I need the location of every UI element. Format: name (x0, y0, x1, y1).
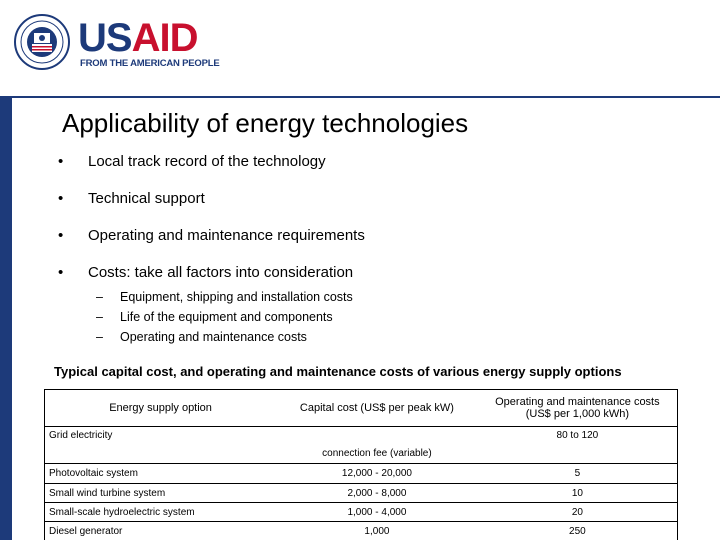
sub-bullet-text: Equipment, shipping and installation costs (120, 290, 353, 304)
option-cell: Grid electricity (45, 427, 277, 464)
header-option-cell: Energy supply option (45, 390, 277, 427)
header-om-cost-cell: Operating and maintenance costs (US$ per 1,000 kWh) (478, 390, 678, 427)
bullet-item (58, 152, 678, 189)
wordmark-us: US (78, 16, 132, 60)
table-row (45, 484, 678, 503)
sub-bullet-marker: – (96, 310, 103, 324)
logo-tagline: FROM THE AMERICAN PEOPLE (80, 58, 220, 69)
sub-bullet-marker: – (96, 330, 103, 344)
capital-cost-cell: connection fee (variable) (276, 427, 478, 464)
bullet-marker: • (58, 227, 64, 244)
usaid-wordmark (78, 18, 197, 58)
table-header-row (45, 390, 678, 427)
capital-cost-cell: 12,000 - 20,000 (276, 464, 478, 484)
sub-bullet-marker: – (96, 290, 103, 304)
table-row (45, 503, 678, 522)
bullet-marker: • (58, 264, 64, 281)
header-capital-cost-cell: Capital cost (US$ per peak kW) (276, 390, 478, 427)
bullet-text: Technical support (88, 190, 205, 207)
usaid-seal-icon (14, 14, 70, 70)
usaid-logo (14, 14, 220, 70)
table-row (45, 427, 678, 464)
left-accent-bar (0, 96, 12, 540)
bullet-text: Operating and maintenance requirements (88, 227, 365, 244)
bullet-list (58, 152, 678, 300)
bullet-marker: • (58, 153, 64, 170)
om-cost-cell: 250 (478, 522, 678, 540)
cost-table (44, 389, 678, 540)
slide-title: Applicability of energy technologies (62, 108, 469, 138)
om-cost-cell: 80 to 120 (478, 427, 678, 464)
om-cost-cell: 10 (478, 484, 678, 503)
option-cell: Photovoltaic system (45, 464, 277, 484)
capital-cost-cell: 1,000 (276, 522, 478, 540)
bullet-text: Local track record of the technology (88, 153, 326, 170)
bullet-item (58, 226, 678, 263)
wordmark-aid: AID (131, 16, 198, 60)
om-cost-cell: 5 (478, 464, 678, 484)
table-title: Typical capital cost, and operating and maintenance costs of various energy supply options (54, 364, 622, 379)
capital-cost-cell: 1,000 - 4,000 (276, 503, 478, 522)
table-row (45, 464, 678, 484)
sub-bullet-text: Operating and maintenance costs (120, 330, 307, 344)
bullet-marker: • (58, 190, 64, 207)
option-cell: Small-scale hydroelectric system (45, 503, 277, 522)
header-divider (0, 96, 720, 98)
sub-bullet-text: Life of the equipment and components (120, 310, 333, 324)
om-cost-cell: 20 (478, 503, 678, 522)
bullet-text: Costs: take all factors into consideration (88, 264, 354, 281)
option-cell: Diesel generator (45, 522, 277, 540)
option-cell: Small wind turbine system (45, 484, 277, 503)
bullet-item (58, 189, 678, 226)
capital-cost-cell: 2,000 - 8,000 (276, 484, 478, 503)
table-row (45, 522, 678, 540)
